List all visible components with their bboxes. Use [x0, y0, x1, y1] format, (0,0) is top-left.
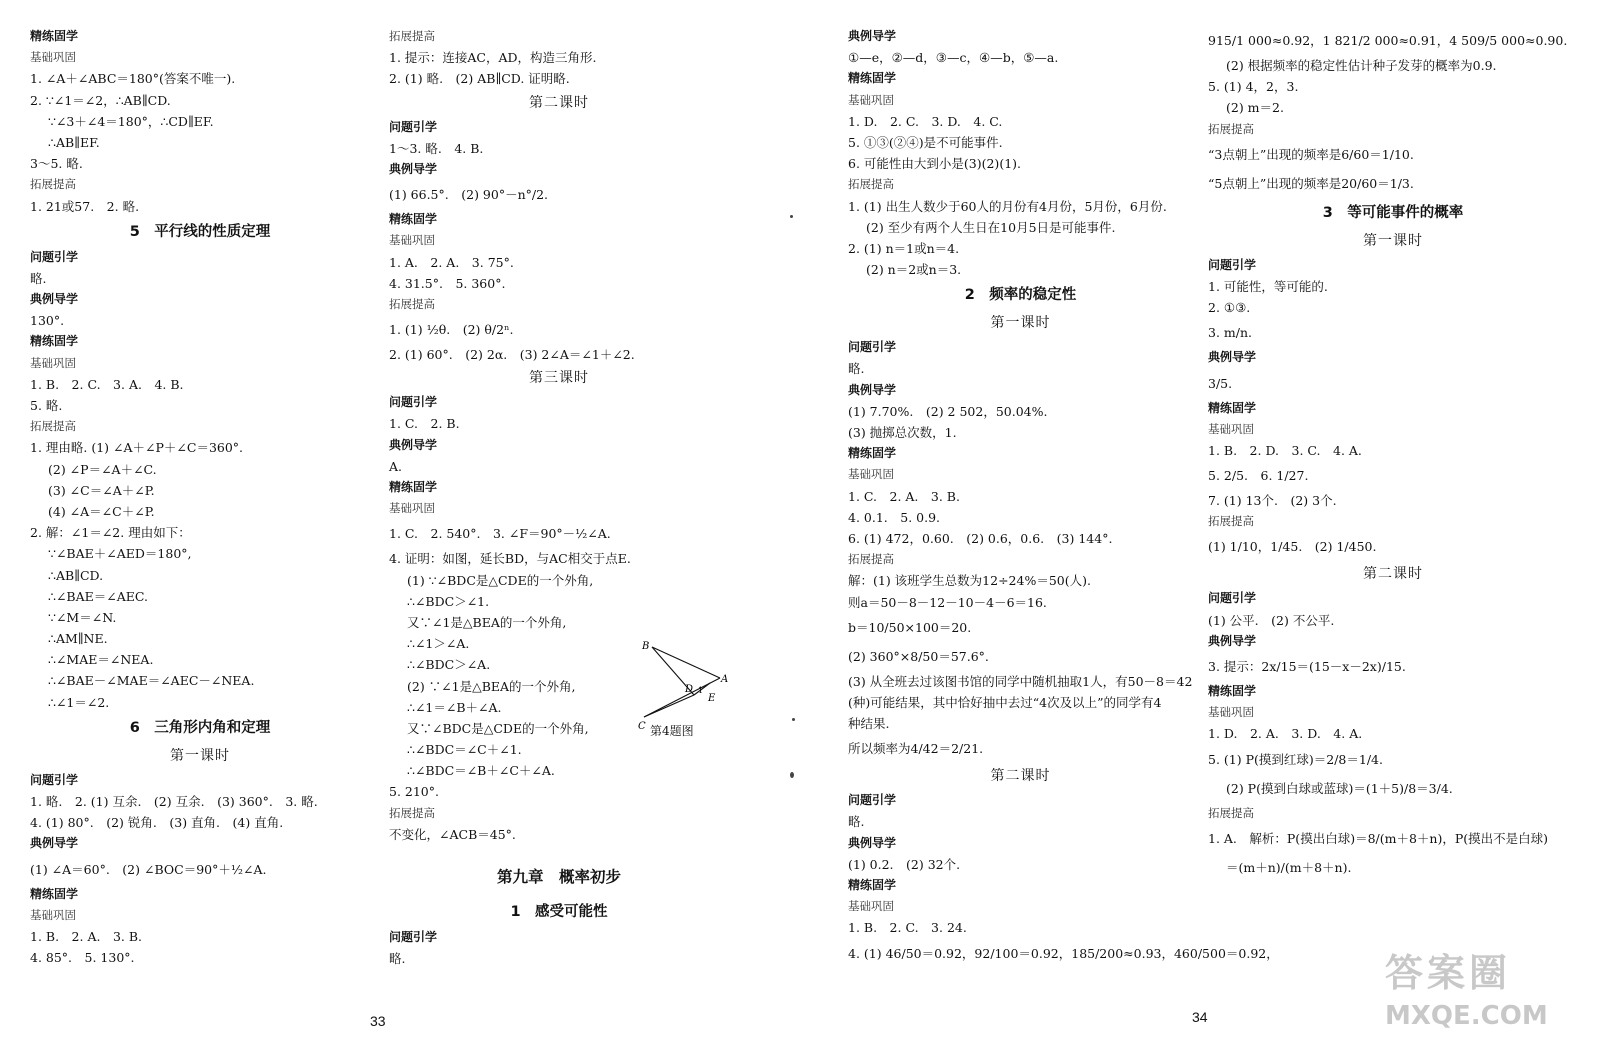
text-line: 5. 略. — [30, 398, 63, 413]
margin-dot — [790, 772, 794, 778]
text-line: 4. 31.5°. 5. 360°. — [389, 275, 506, 291]
text-line: 又∵∠1是△BEA的一个外角, — [407, 614, 567, 630]
subpart-label: 基础巩固 — [1208, 421, 1254, 436]
text-line: (3) ∠C＝∠A＋∠P. — [48, 482, 155, 498]
subpart-label: 基础巩固 — [1208, 705, 1254, 720]
subpart-label: 拓展提高 — [1208, 805, 1254, 820]
text-line: ①—e，②—d，③—c，④—b，⑤—a. — [848, 50, 1059, 66]
part-label: 问题引学 — [848, 793, 897, 808]
text-line: (2) 360°×8/50＝57.6°. — [848, 648, 989, 664]
text-line: 不变化，∠ACB＝45°. — [389, 826, 516, 842]
subpart-label: 拓展提高 — [389, 29, 435, 43]
section-heading: 5 平行线的性质定理 — [129, 223, 271, 240]
text-line: 1. 略. 2. (1) 互余. (2) 互余. (3) 360°. 3. 略. — [30, 794, 318, 809]
text-line: (1) 公平. (2) 不公平. — [1208, 612, 1335, 628]
text-line: (2) n＝2或n＝3. — [866, 262, 962, 278]
page-number-right: 34 — [1192, 1009, 1208, 1025]
text-line: 5. 210°. — [389, 784, 439, 800]
part-label: 问题引学 — [30, 249, 79, 264]
text-line: (1) ∠A＝60°. (2) ∠BOC＝90°＋½∠A. — [30, 861, 267, 877]
text-line: 则a＝50－8－12－10－4－6＝16. — [848, 594, 1047, 610]
part-label: 典例导学 — [30, 836, 79, 851]
part-label: 精练固学 — [30, 29, 79, 43]
text-line: (1) 66.5°. (2) 90°－n°/2. — [389, 187, 549, 203]
section-heading: 2 频率的稳定性 — [964, 287, 1077, 304]
figure-caption: 第4题图 — [650, 724, 694, 738]
part-label: 典例导学 — [1208, 350, 1257, 365]
text-line: 1. C. 2. 540°. 3. ∠F＝90°－½∠A. — [389, 526, 611, 542]
part-label: 典例导学 — [389, 437, 438, 452]
lesson-heading: 第一课时 — [990, 315, 1051, 332]
text-line: 130°. — [30, 313, 65, 329]
part-label: 精练固学 — [30, 886, 79, 901]
subpart-label: 拓展提高 — [30, 177, 76, 192]
subpart-label: 拓展提高 — [1208, 514, 1254, 529]
part-label: 精练固学 — [389, 480, 438, 494]
watermark-url: MXQE.COM — [1385, 1001, 1548, 1031]
text-line: 1. 提示：连接AC，AD，构造三角形. — [389, 50, 597, 66]
text-line: (1) 1/10，1/45. (2) 1/450. — [1208, 539, 1377, 555]
subpart-label: 拓展提高 — [1208, 121, 1254, 136]
subpart-label: 拓展提高 — [389, 805, 435, 820]
text-line: “3点朝上”出现的频率是6/60＝1/10. — [1208, 146, 1414, 162]
text-line: 5. 2/5. 6. 1/27. — [1208, 468, 1309, 484]
text-line: 3/5. — [1208, 375, 1233, 391]
section-heading: 6 三角形内角和定理 — [129, 719, 271, 736]
text-line: ∴∠BDC＝∠B＋∠C＋∠A. — [407, 763, 555, 779]
text-line: ∴AB∥EF. — [48, 134, 100, 150]
subpart-label: 基础巩固 — [30, 355, 76, 370]
text-line: (1) 0.2. (2) 32个. — [848, 856, 961, 872]
text-line: ∵∠3＋∠4＝180°，∴CD∥EF. — [48, 113, 214, 129]
section-heading: 3 等可能事件的概率 — [1322, 204, 1464, 221]
column-4 — [1208, 26, 1578, 882]
text-line: (3) 从全班去过该图书馆的同学中随机抽取1人，有50－8＝42 — [848, 673, 1193, 689]
text-line: 6. 可能性由大到小是(3)(2)(1). — [848, 156, 1021, 172]
text-line: 1～3. 略. 4. B. — [389, 140, 484, 156]
text-line: 1. B. 2. C. 3. 24. — [848, 920, 967, 936]
text-line: 5. ①③(②④)是不可能事件. — [848, 134, 1003, 150]
text-line: 略. — [848, 361, 865, 377]
text-line: 2. 解：∠1＝∠2. 理由如下： — [30, 525, 191, 541]
subpart-label: 基础巩固 — [30, 50, 76, 65]
text-line: ∴AM∥NE. — [48, 631, 108, 647]
watermark-logo — [1385, 942, 1585, 1042]
part-label: 典例导学 — [848, 382, 897, 397]
lesson-heading: 第二课时 — [529, 94, 589, 111]
text-line: (1) ∵∠BDC是△CDE的一个外角, — [407, 572, 594, 588]
subpart-label: 基础巩固 — [389, 501, 435, 516]
text-line: ∴∠BDC＞∠A. — [407, 657, 491, 673]
text-line: b＝10/50×100＝20. — [848, 619, 972, 635]
text-line: 1. C. 2. A. 3. B. — [848, 488, 960, 504]
part-label: 精练固学 — [1208, 684, 1257, 698]
text-line: 1. (1) ½θ. (2) θ/2ⁿ. — [389, 322, 514, 338]
text-line: 种结果. — [848, 716, 890, 732]
text-line: 4. 85°. 5. 130°. — [30, 950, 135, 966]
part-label: 精练固学 — [848, 446, 897, 461]
text-line: ∵∠M＝∠N. — [48, 609, 117, 625]
text-line: ∴∠BAE－∠MAE＝∠AEC－∠NEA. — [48, 673, 255, 689]
text-line: ∴∠1＞∠A. — [407, 636, 470, 652]
text-line: (2) m＝2. — [1226, 100, 1284, 116]
text-line: 5. (1) P(摸到红球)＝2/8＝1/4. — [1208, 751, 1383, 767]
lesson-heading: 第二课时 — [990, 768, 1051, 785]
text-line: 略. — [848, 814, 865, 830]
text-line: 2. (1) 略. (2) AB∥CD. 证明略. — [389, 71, 570, 87]
subpart-label: 拓展提高 — [848, 177, 894, 192]
part-label: 问题引学 — [30, 772, 79, 787]
text-line: 4. 证明：如图，延长BD，与AC相交于点E. — [389, 551, 631, 567]
chapter-heading: 第九章 概率初步 — [496, 868, 621, 886]
part-label: 典例导学 — [30, 292, 79, 307]
text-line: 1. (1) 出生人数少于60人的月份有4月份，5月份，6月份. — [848, 198, 1167, 214]
lesson-heading: 第三课时 — [529, 370, 589, 387]
text-line: 1. B. 2. A. 3. B. — [30, 928, 143, 944]
text-line: 略. — [389, 951, 406, 967]
text-line: ∴∠BDC＝∠C＋∠1. — [407, 742, 522, 758]
subpart-label: 基础巩固 — [848, 92, 894, 107]
text-line: 1. D. 2. C. 3. D. 4. C. — [848, 113, 1003, 129]
figure-label-b: B — [642, 641, 650, 652]
text-line: (1) 7.70%. (2) 2 502，50.04%. — [848, 403, 1048, 419]
text-line: 915/1 000≈0.92，1 821/2 000≈0.91，4 509/5 000≈0.90. — [1208, 33, 1568, 48]
subpart-label: 基础巩固 — [30, 907, 76, 922]
text-line: 1. B. 2. C. 3. A. 4. B. — [30, 376, 184, 392]
part-label: 精练固学 — [389, 212, 438, 227]
text-line: 5. (1) 4，2，3. — [1208, 79, 1299, 95]
text-line: ＝(m＋n)/(m＋8＋n). — [1226, 859, 1352, 875]
subpart-label: 拓展提高 — [389, 296, 435, 311]
text-line: 3. 提示：2x/15＝(15－x－2x)/15. — [1208, 659, 1406, 674]
text-line: 1. 21或57. 2. 略. — [30, 198, 140, 214]
text-line: 又∵∠BDC是△CDE的一个外角, — [407, 720, 589, 736]
text-line: (种)可能结果，其中恰好抽中去过“4次及以上”的同学有4 — [848, 694, 1162, 710]
text-line: 1. 理由略. (1) ∠A＋∠P＋∠C＝360°. — [30, 440, 244, 456]
part-label: 问题引学 — [389, 395, 438, 410]
figure-label-1: 1 — [698, 686, 704, 695]
text-line: 1. A. 2. A. 3. 75°. — [389, 254, 514, 270]
text-line: 4. 0.1. 5. 0.9. — [848, 509, 941, 525]
part-label: 问题引学 — [389, 119, 438, 134]
text-line: 4. (1) 46/50＝0.92，92/100＝0.92，185/200≈0.93，460/500＝0.92， — [848, 945, 1279, 961]
text-line: (2) P(摸到白球或蓝球)＝(1＋5)/8＝3/4. — [1226, 780, 1453, 796]
figure-label-e: E — [708, 693, 716, 704]
text-line: (2) 根据频率的稳定性估计种子发芽的概率为0.9. — [1226, 58, 1497, 73]
text-line: ∴∠BAE＝∠AEC. — [48, 588, 148, 604]
figure-label-d: D — [685, 684, 694, 695]
text-line: (3) 抛掷总次数，1. — [848, 425, 957, 440]
text-line: 2. (1) n＝1或n＝4. — [848, 240, 960, 256]
part-label: 典例导学 — [1208, 633, 1257, 648]
text-line: 1. A. 解析：P(摸出白球)＝8/(m＋8＋n)，P(摸出不是白球) — [1208, 830, 1549, 846]
text-line: 所以频率为4/42＝2/21. — [848, 741, 984, 757]
lesson-heading: 第一课时 — [170, 747, 230, 764]
figure-label-c: C — [638, 721, 646, 732]
watermark-text: 答案圈 — [1385, 951, 1512, 995]
text-line: 6. (1) 472，0.60. (2) 0.6，0.6. (3) 144°. — [848, 530, 1113, 546]
part-label: 问题引学 — [1208, 591, 1257, 606]
text-line: 2. (1) 60°. (2) 2α. (3) 2∠A＝∠1＋∠2. — [389, 347, 635, 363]
text-line: ∵∠BAE＋∠AED＝180°, — [48, 546, 192, 562]
part-label: 问题引学 — [389, 930, 438, 944]
part-label: 精练固学 — [1208, 400, 1257, 415]
text-line: (2) ∵∠1是△BEA的一个外角, — [407, 678, 576, 694]
text-line: 解：(1) 该班学生总数为12÷24%＝50(人). — [848, 573, 1091, 589]
text-line: 1. C. 2. B. — [389, 416, 460, 432]
text-line: ∴∠BDC＞∠1. — [407, 593, 490, 609]
figure-label-a: A — [721, 674, 729, 685]
text-line: 1. B. 2. D. 3. C. 4. A. — [1208, 442, 1362, 458]
margin-dot — [790, 215, 793, 218]
text-line: 2. ①③. — [1208, 300, 1251, 316]
part-label: 问题引学 — [848, 340, 897, 355]
text-line: 1. ∠A＋∠ABC＝180°(答案不唯一). — [30, 71, 236, 87]
column-2 — [389, 26, 729, 969]
text-line: ∴∠1＝∠B＋∠A. — [407, 699, 502, 715]
subpart-label: 基础巩固 — [389, 233, 435, 248]
lesson-heading: 第二课时 — [1363, 566, 1423, 583]
text-line: 3. m/n. — [1208, 325, 1252, 341]
text-line: A. — [389, 458, 403, 474]
text-line: ∴∠1＝∠2. — [48, 694, 110, 710]
part-label: 问题引学 — [1208, 257, 1257, 272]
text-line: 2. ∵∠1＝∠2，∴AB∥CD. — [30, 92, 171, 108]
text-line: ∴AB∥CD. — [48, 567, 104, 583]
text-line: 1. D. 2. A. 3. D. 4. A. — [1208, 726, 1363, 742]
text-line: (2) ∠P＝∠A＋∠C. — [48, 461, 157, 477]
text-line: ∴∠MAE＝∠NEA. — [48, 652, 154, 668]
lesson-heading: 第一课时 — [1363, 232, 1423, 249]
text-line: “5点朝上”出现的频率是20/60＝1/3. — [1208, 175, 1414, 191]
text-line: (4) ∠A＝∠C＋∠P. — [48, 503, 155, 519]
text-line: 7. (1) 13个. (2) 3个. — [1208, 493, 1337, 509]
subpart-label: 拓展提高 — [848, 552, 894, 567]
text-line: 3～5. 略. — [30, 156, 83, 172]
text-line: 略. — [30, 270, 47, 286]
spacer — [389, 845, 729, 857]
subpart-label: 拓展提高 — [30, 419, 76, 434]
section-heading: 1 感受可能性 — [510, 904, 608, 920]
text-line: 1. 可能性，等可能的. — [1208, 278, 1328, 294]
column-1 — [30, 26, 370, 968]
text-line: (2) 至少有两个人生日在10月5日是可能事件. — [866, 219, 1116, 235]
margin-dot — [792, 718, 795, 721]
text-line: 4. (1) 80°. (2) 锐角. (3) 直角. (4) 直角. — [30, 815, 284, 831]
page-number-left: 33 — [370, 1013, 386, 1029]
part-label: 精练固学 — [848, 878, 897, 892]
subpart-label: 基础巩固 — [848, 899, 894, 914]
part-label: 典例导学 — [389, 161, 438, 176]
subpart-label: 基础巩固 — [848, 467, 894, 482]
part-label: 精练固学 — [30, 334, 79, 349]
part-label: 精练固学 — [848, 71, 897, 86]
part-label: 典例导学 — [848, 29, 897, 43]
part-label: 典例导学 — [848, 835, 897, 850]
